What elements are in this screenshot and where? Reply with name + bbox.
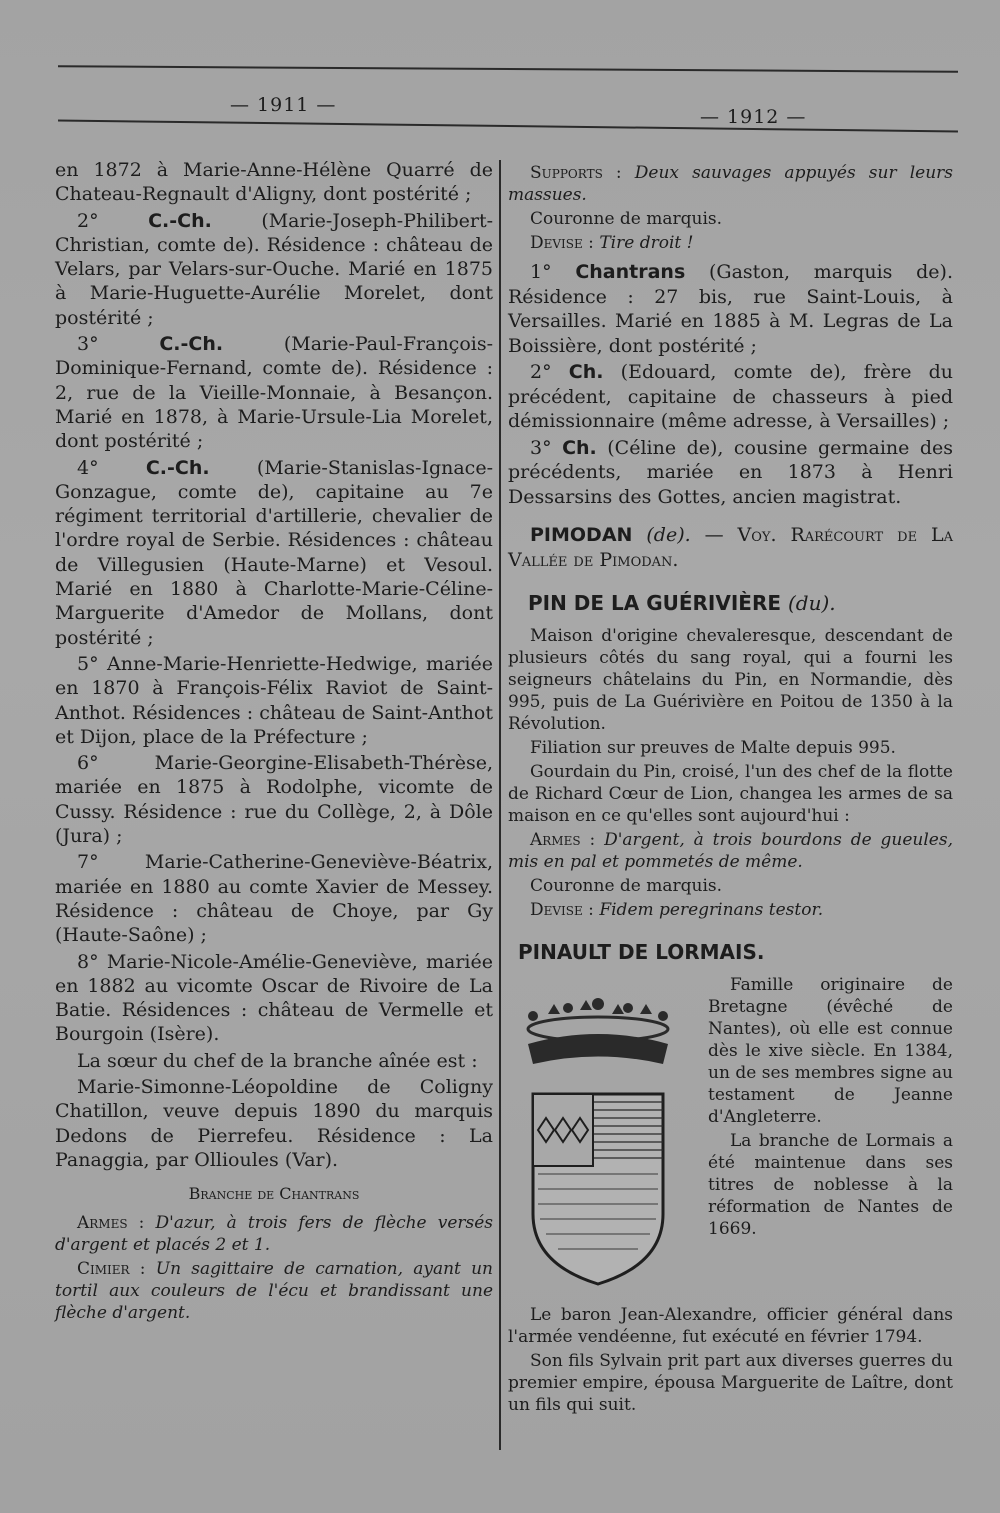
devise-label: Devise :	[530, 233, 594, 253]
devise-text: Fidem peregrinans testor.	[599, 899, 824, 920]
entry-text: (Marie-Stanislas-Ignace-Gonzague, comte de), capitaine au 7e régiment territorial d'artillerie, chevalier de l'ordre royal de Serbie. Résidences : château de Villegusien (Haute-Marne) et Vesoul. Marié en 1880 à Charlotte-Marie-Céline-Marguerite d'Amedor de Mollans, dont postérité ;	[55, 456, 493, 649]
left-page-number: — 1911 —	[230, 94, 337, 116]
pin-name: PIN DE LA GUÉRIVIÈRE	[528, 591, 782, 615]
right-entry-3	[508, 436, 953, 510]
top-rule	[58, 65, 958, 72]
entry-name: Chantrans	[575, 261, 686, 283]
right-entry-2	[508, 360, 953, 434]
cimier-text: Un sagittaire de carnation, ayant un tortil aux couleurs de l'écu et brandissant une flèche d'argent.	[55, 1259, 493, 1324]
left-entry-8: 8° Marie-Nicole-Amélie-Geneviève, mariée en 1882 au vicomte Oscar de Rivoire de La Batie. Résidences : château de Vermelle et Bourgoin (Isère).	[55, 950, 493, 1046]
entry-text: (Gaston, marquis de). Résidence : 27 bis, rue Saint-Louis, à Versailles. Marié en 1885 à M. Legras de La Boissière, dont postérité ;	[508, 261, 953, 357]
left-paragraph-1: en 1872 à Marie-Anne-Hélène Quarré de Chateau-Regnault d'Aligny, dont postérité ;	[55, 159, 493, 206]
pinault-paragraph-1: Famille originaire de Bretagne (évêché de Nantes), où elle est connue dès le xive siècle. En 1384, un de ses membres signe au testament de Jeanne d'Angleterre.	[708, 974, 953, 1127]
pinault-text-beside-arms	[708, 974, 953, 1242]
cimier-chantrans	[55, 1258, 493, 1324]
armes-label: Armes :	[77, 1213, 145, 1234]
right-entry-1	[508, 260, 953, 358]
armes-text: D'azur, à trois fers de flèche versés d'argent et placés 2 et 1.	[55, 1213, 494, 1256]
right-column	[508, 162, 953, 1418]
entry-name: Ch.	[568, 361, 604, 383]
pinault-blazon-block	[508, 974, 953, 1304]
branch-title: Branche de Chantrans	[188, 1184, 360, 1204]
left-paragraph-coligny: Marie-Simonne-Léopoldine de Coligny Chatillon, veuve depuis 1890 du marquis Dedons de Pierrefeu. Résidence : La Panaggia, par Ollioules (Var).	[55, 1075, 493, 1171]
pinault-paragraph-2: La branche de Lormais a été maintenue dans ses titres de noblesse à la réformation de Nantes de 1669.	[708, 1130, 953, 1239]
entry-text: (Marie-Paul-François-Dominique-Fernand, comte de). Résidence : 2, rue de la Vieille-Monnaie, à Besançon. Marié en 1878, à Marie-Ursule-Lia Morelet, dont postérité ;	[55, 333, 494, 453]
pimodan-particle: (de).	[646, 524, 691, 546]
supports-label: Supports :	[530, 163, 622, 183]
left-entry-4	[55, 456, 493, 650]
entry-text: (Edouard, comte de), frère du précédent, capitaine de chasseurs à pied démissionnaire (même adresse, à Versailles) ;	[508, 361, 954, 432]
armes-text: D'argent, à trois bourdons de gueules, mis en pal et pommetés de même.	[508, 829, 953, 872]
left-column	[55, 158, 493, 1326]
entry-number: 2°	[530, 361, 552, 383]
left-entry-2	[55, 209, 493, 330]
supports	[508, 162, 953, 206]
devise-chantrans	[508, 232, 953, 254]
header-rule	[58, 120, 958, 133]
column-divider	[499, 160, 501, 1450]
pimodan-name: PIMODAN	[530, 524, 633, 546]
pin-paragraph-3: Gourdain du Pin, croisé, l'un des chef de la flotte de Richard Cœur de Lion, changea les armes de sa maison en ce qu'elles sont aujourd'hui :	[508, 761, 953, 826]
devise-pin	[508, 899, 953, 921]
armes-chantrans	[55, 1212, 493, 1256]
armes-label: Armes :	[530, 829, 596, 850]
pin-armes	[508, 829, 953, 873]
pin-particle: (du).	[788, 591, 836, 615]
entry-number: 3°	[530, 436, 552, 459]
pin-heading	[528, 592, 953, 615]
entry-number: 3°	[77, 333, 99, 356]
entry-name: Ch.	[562, 436, 597, 459]
cimier-label: Cimier :	[77, 1259, 146, 1280]
devise-label: Devise :	[530, 899, 594, 920]
left-entry-3	[55, 332, 493, 453]
entry-name: C.-Ch.	[159, 333, 224, 356]
entry-text: (Céline de), cousine germaine des précédents, mariée en 1873 à Henri Dessarsins des Gottes, ancien magistrat.	[508, 436, 954, 508]
pimodan-entry	[508, 523, 953, 572]
entry-name: C.-Ch.	[148, 209, 212, 232]
left-entry-6: 6° Marie-Georgine-Elisabeth-Thérèse, mariée en 1875 à Rodolphe, vicomte de Cussy. Résidence : rue du Collège, 2, à Dôle (Jura) ;	[55, 752, 493, 848]
pimodan-text: — Voy. Rarécourt de La Vallée de Pimodan.	[508, 524, 953, 571]
entry-number: 4°	[77, 456, 99, 479]
entry-text: (Marie-Joseph-Philibert-Christian, comte de). Résidence : château de Velars, par Velars-sur-Ouche. Marié en 1875 à Marie-Huguette-Aurélie Morelet, dont postérité ;	[55, 209, 493, 329]
entry-number: 1°	[530, 261, 552, 283]
pinault-paragraph-3: Le baron Jean-Alexandre, officier général dans l'armée vendéenne, fut exécuté en février 1794.	[508, 1304, 953, 1347]
entry-name: C.-Ch.	[145, 456, 210, 479]
couronne-chantrans: Couronne de marquis.	[530, 209, 723, 229]
marquis-crown-icon	[528, 998, 668, 1064]
coat-of-arms-icon	[518, 994, 678, 1294]
right-page-number: — 1912 —	[700, 106, 807, 128]
entry-number: 2°	[77, 209, 99, 232]
left-entry-7: 7° Marie-Catherine-Geneviève-Béatrix, mariée en 1880 au comte Xavier de Messey. Résidence : château de Choye, par Gy (Haute-Saône) ;	[55, 851, 493, 947]
pinault-heading: PINAULT DE LORMAIS.	[518, 939, 765, 964]
left-paragraph-sister: La sœur du chef de la branche aînée est :	[77, 1049, 478, 1072]
couronne-pin: Couronne de marquis.	[530, 875, 723, 896]
pin-paragraph-2: Filiation sur preuves de Malte depuis 995.	[530, 737, 896, 758]
left-entry-5: 5° Anne-Marie-Henriette-Hedwige, mariée en 1870 à François-Félix Raviot de Saint-Anthot. Résidences : château de Saint-Anthot et Dijon, place de la Préfecture ;	[55, 652, 493, 748]
supports-text: Deux sauvages appuyés sur leurs massues.	[508, 163, 953, 205]
devise-text: Tire droit !	[599, 233, 694, 253]
pinault-paragraph-4: Son fils Sylvain prit part aux diverses guerres du premier empire, épousa Marguerite de Laître, dont un fils qui suit.	[508, 1350, 953, 1415]
pin-paragraph-1: Maison d'origine chevaleresque, descendant de plusieurs côtés du sang royal, qui a fourni les seigneurs châtelains du Pin, en Normandie, dès 995, puis de La Guérivière en Poitou de 1350 à la Révolution.	[508, 625, 953, 734]
